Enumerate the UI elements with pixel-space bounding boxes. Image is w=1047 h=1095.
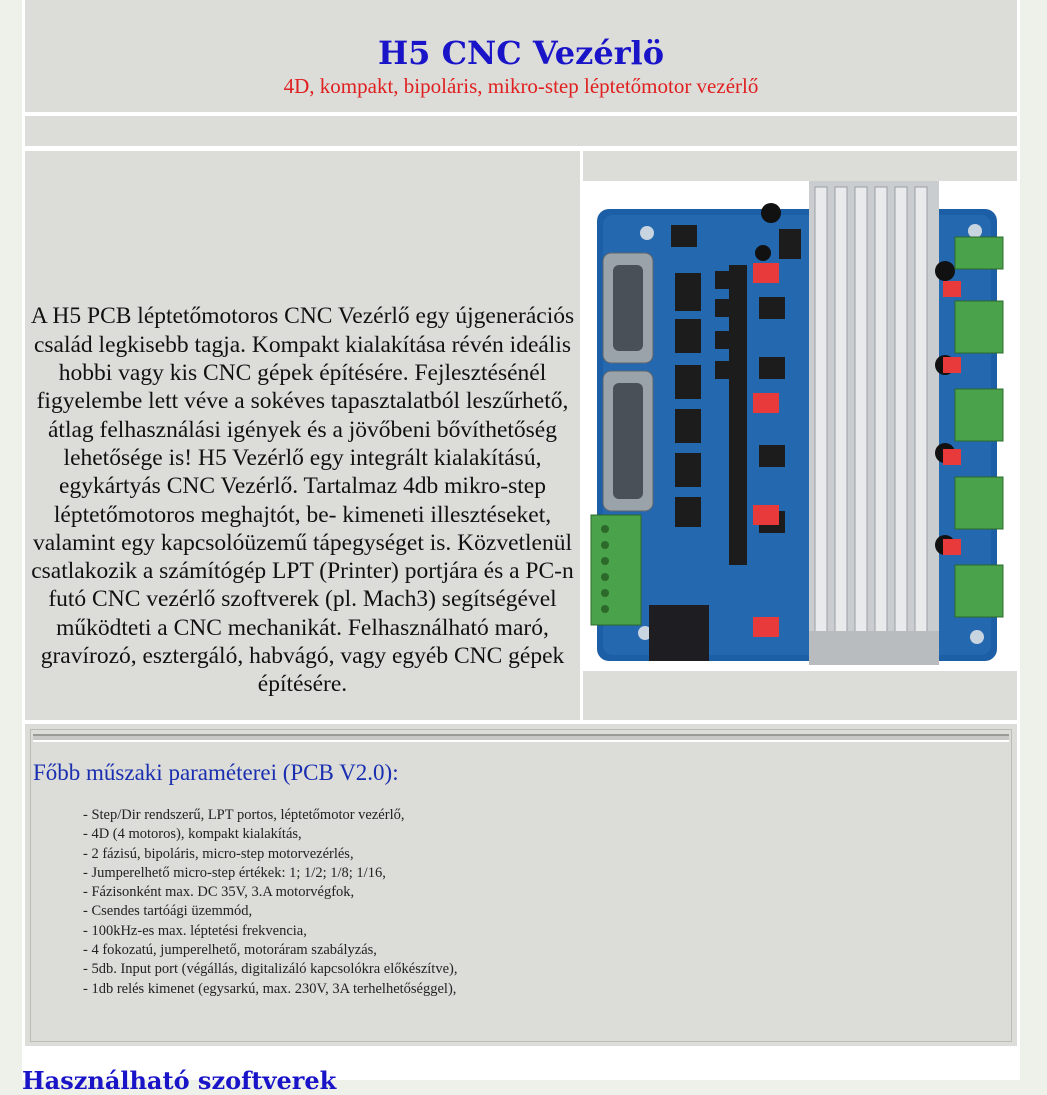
specs-cell xyxy=(25,724,1017,1046)
page xyxy=(22,0,1020,1095)
spec-item: - 2 fázisú, bipoláris, micro-step motorvezérlés, xyxy=(83,845,354,862)
spec-item: - Fázisonként max. DC 35V, 3.A motorvégfok, xyxy=(83,884,355,901)
specs-title: Főbb műszaki paraméterei (PCB V2.0): xyxy=(33,760,399,785)
spec-item: - Step/Dir rendszerű, LPT portos, léptetőmotor vezérlő, xyxy=(83,807,405,823)
horizontal-rule xyxy=(33,734,1009,742)
description-cell xyxy=(25,151,580,720)
page-title: H5 CNC Vezérlö xyxy=(377,34,665,72)
specs-frame xyxy=(30,729,1012,1042)
spec-item: - Csendes tartóági üzemmód, xyxy=(83,903,253,920)
page-subtitle: 4D, kompakt, bipoláris, mikro-step léptetőmotor vezérlő xyxy=(283,74,759,98)
controller-board-image xyxy=(583,181,1017,671)
description-text: A H5 PCB léptetőmotoros CNC Vezérlő egy újgenerációs család legkisebb tagja. Kompakt kialakítása révén ideális hobbi vagy kis CNC gépek építésére. Fejlesztésénél figyelembe lett véve a sokéves tapasztalatból leszűrhető, átlag felhasználási igények és a jövőbeni bővíthetőség lehetősége is! H5 Vezérlő egy integrált kialakítású, egykártyás CNC Vezérlő. Tartalmaz 4db mikro-step léptetőmotoros meghajtót, be- kimeneti illesztéseket, valamint egy kapcsolóüzemű tápegységet is. Közvetlenül csatlakozik a számítógép LPT (Printer) portjára és a PC-n futó CNC vezérlő szoftverek (pl. Mach3) segítségével működteti a CNC mechanikát. Felhasználható maró, gravírozó, esztergáló, habvágó, vagy egyéb CNC gépek építésére. xyxy=(30,303,575,698)
spec-item: - 1db relés kimenet (egysarkú, max. 230V, 3A terhelhetőséggel), xyxy=(83,980,457,997)
spec-item: - 5db. Input port (végállás, digitalizáló kapcsolókra előkészítve), xyxy=(83,961,458,978)
spec-item: - 4 fokozatú, jumperelhető, motoráram szabályzás, xyxy=(83,942,377,959)
spec-item: - 100kHz-es max. léptetési frekvencia, xyxy=(83,922,307,939)
spacer-cell xyxy=(25,116,1017,146)
image-cell xyxy=(583,151,1017,720)
spec-item: - 4D (4 motoros), kompakt kialakítás, xyxy=(83,826,302,843)
header-cell xyxy=(25,0,1017,112)
software-heading: Használható szoftverek xyxy=(22,1066,337,1095)
spec-item: - Jumperelhető micro-step értékek: 1; 1/2; 1/8; 1/16, xyxy=(83,864,386,881)
specs-list xyxy=(83,806,457,999)
